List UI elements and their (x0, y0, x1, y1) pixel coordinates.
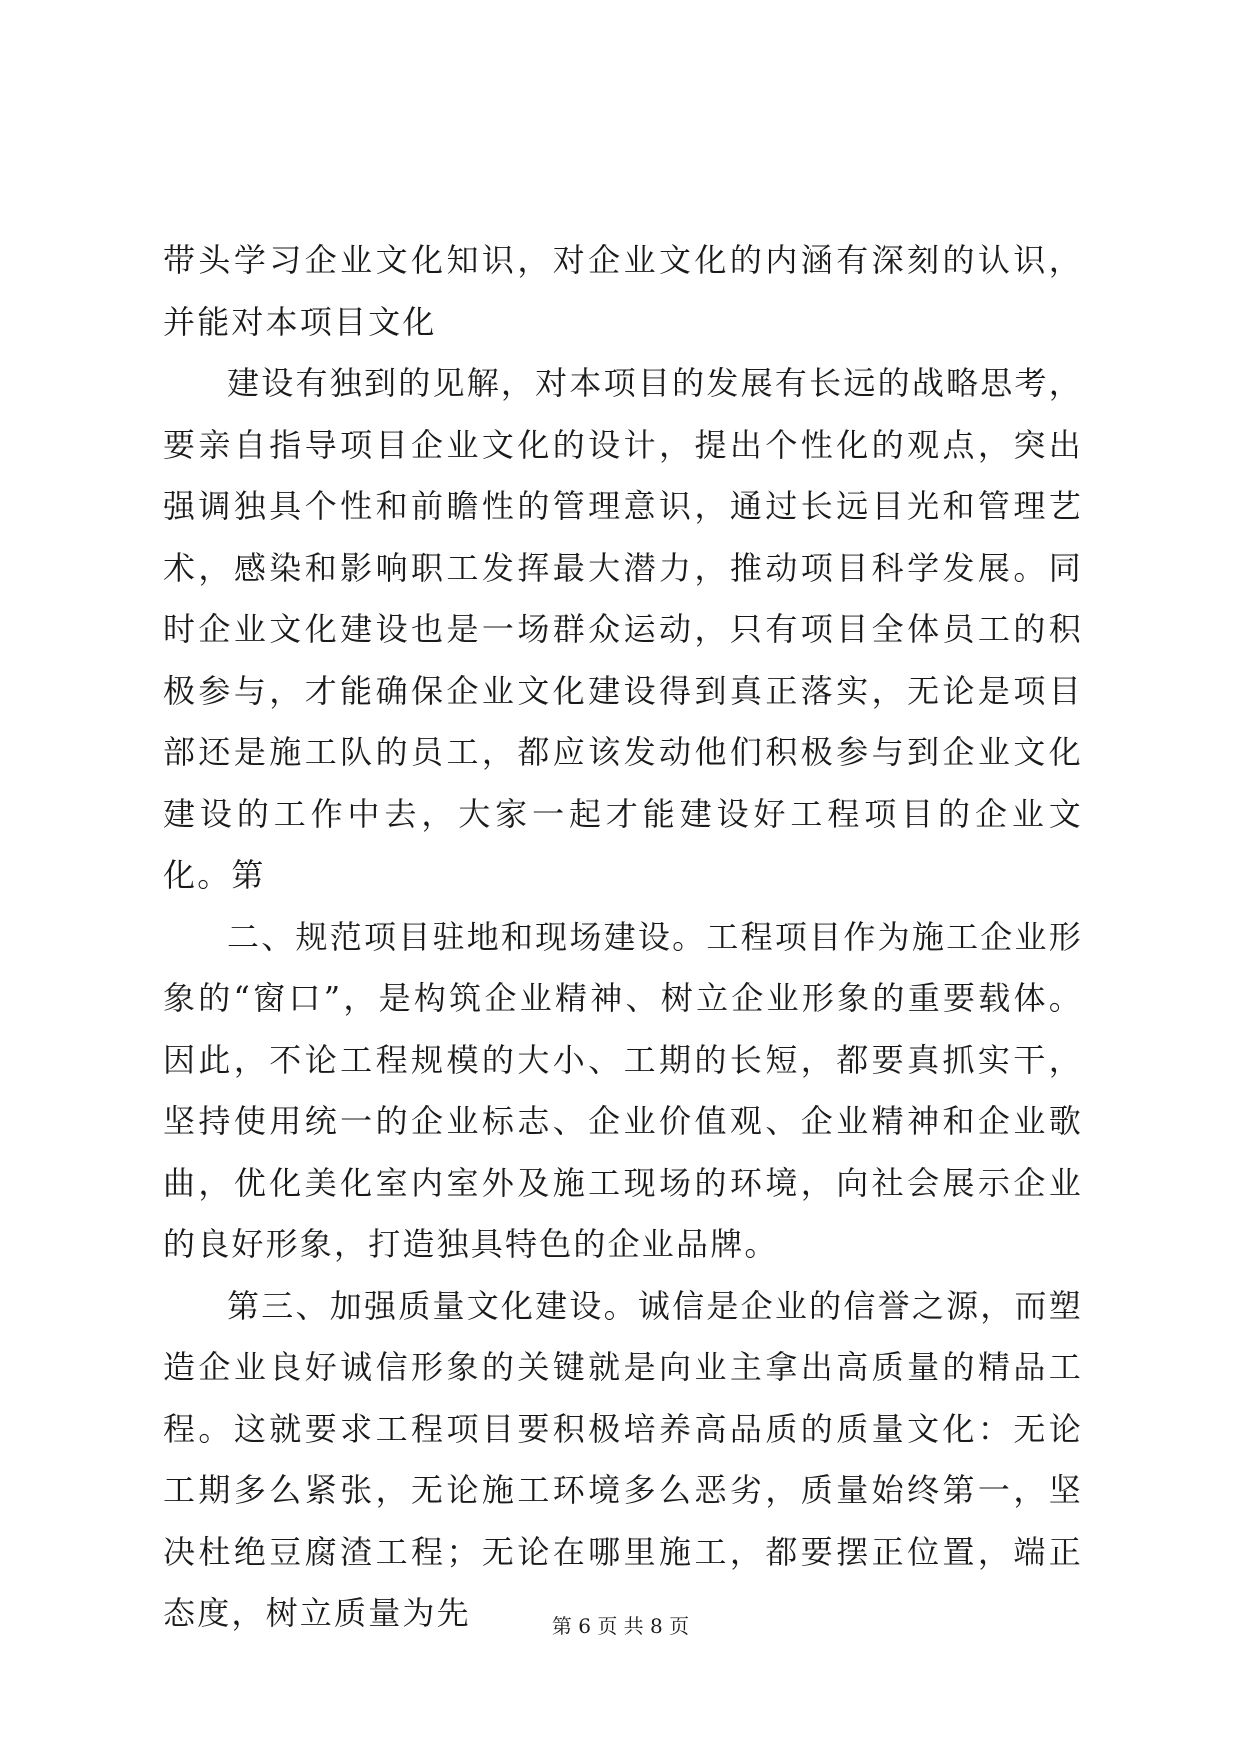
body-text (163, 230, 1083, 1645)
paragraph-2: 建设有独到的见解，对本项目的发展有长远的战略思考，要亲自指导项目企业文化的设计，提出个性化的观点，突出强调独具个性和前瞻性的管理意识，通过长远目光和管理艺术，感染和影响职工发挥最大潜力，推动项目科学发展。同时企业文化建设也是一场群众运动，只有项目全体员工的积极参与，才能确保企业文化建设得到真正落实，无论是项目部还是施工队的员工，都应该发动他们积极参与到企业文化建设的工作中去，大家一起才能建设好工程项目的企业文化。第 (163, 364, 1083, 894)
paragraph-3: 二、规范项目驻地和现场建设。工程项目作为施工企业形象的“窗口”，是构筑企业精神、树立企业形象的重要载体。因此，不论工程规模的大小、工期的长短，都要真抓实干，坚持使用统一的企业标志、企业价值观、企业精神和企业歌曲，优化美化室内室外及施工现场的环境，向社会展示企业的良好形象，打造独具特色的企业品牌。 (163, 917, 1083, 1263)
paragraph-4: 第三、加强质量文化建设。诚信是企业的信誉之源，而塑造企业良好诚信形象的关键就是向业主拿出高质量的精品工程。这就要求工程项目要积极培养高品质的质量文化：无论工期多么紧张，无论施工环境多么恶劣，质量始终第一，坚决杜绝豆腐渣工程；无论在哪里施工，都要摆正位置，端正态度，树立质量为先 (163, 1286, 1083, 1632)
page-number-footer: 第 6 页 共 8 页 (551, 1614, 690, 1638)
paragraph-1: 带头学习企业文化知识，对企业文化的内涵有深刻的认识，并能对本项目文化 (163, 241, 1083, 341)
